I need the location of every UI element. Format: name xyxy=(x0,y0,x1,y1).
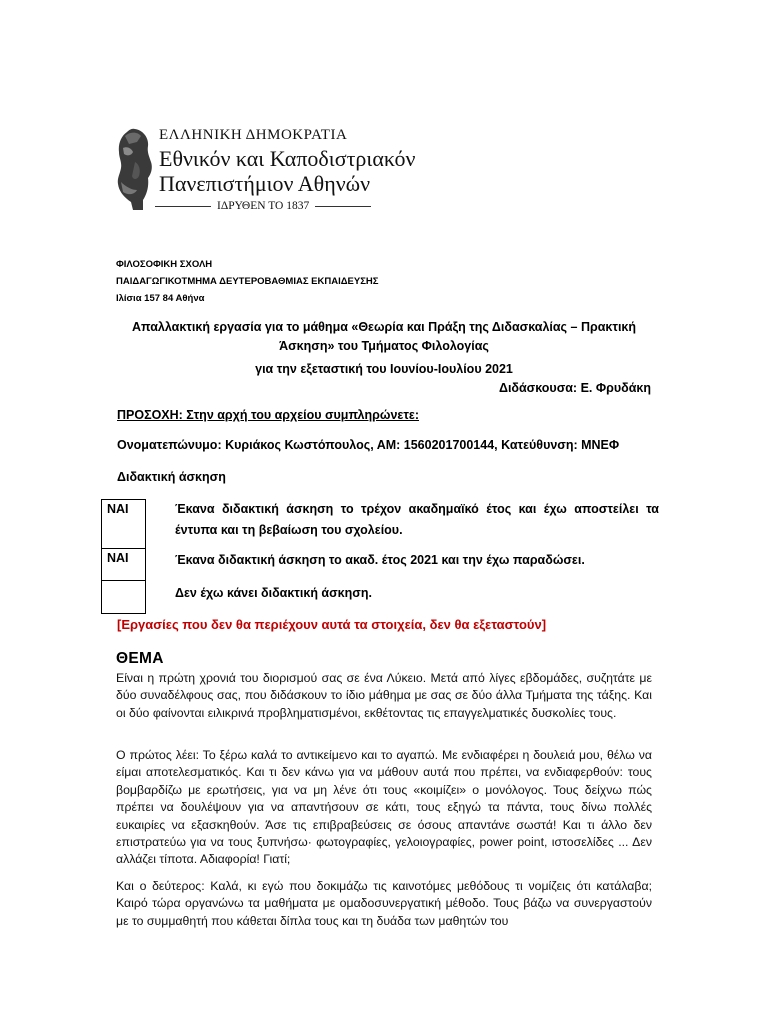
option-box-3[interactable] xyxy=(102,581,146,614)
option-text-1: Έκανα διδακτική άσκηση το τρέχον ακαδημαϊκό έτος και έχω αποστείλει τα έντυπα και τη βεβαίωση του σχολείου. xyxy=(175,502,659,537)
school-name: ΦΙΛΟΣΟΦΙΚΗ ΣΧΟΛΗ xyxy=(116,259,213,270)
paragraph-3: Και ο δεύτερος: Καλά, κι εγώ που δοκιμάζω τις καινοτόμες μεθόδους τι νομίζεις ότι κατάλαβα; Καιρό τώρα οργανώνω τα μαθήματα με ομαδοσυνεργατική μέθοδο. Τους βάζω να συνεργαστούν με το συμμαθητή που κάθεται δίπλα τους και τη δυάδα των μαθητών του xyxy=(116,879,652,928)
options-boxes xyxy=(101,499,146,614)
option-text-3: Δεν έχω κάνει διδακτική άσκηση. xyxy=(175,586,372,600)
theme-heading: ΘΕΜΑ xyxy=(116,650,164,667)
logo-rule-left xyxy=(155,206,211,207)
department-name: ΠΑΙΔΑΓΩΓΙΚΟΤΜΗΜΑ ΔΕΥΤΕΡΟΒΑΘΜΙΑΣ ΕΚΠΑΙΔΕΥΣΗΣ xyxy=(116,276,379,287)
logo-founded-text: ΙΔΡΥΘΕΝ ΤΟ 1837 xyxy=(217,200,310,212)
exam-period: για την εξεταστική του Ιουνίου-Ιουλίου 2021 xyxy=(255,362,513,376)
option-text-2: Έκανα διδακτική άσκηση το ακαδ. έτος 2021 και την έχω παραδώσει. xyxy=(175,553,585,567)
paragraph-1: Είναι η πρώτη χρονιά του διορισμού σας σε ένα Λύκειο. Μετά από λίγες εβδομάδες, συζητάτε με δύο συναδέλφους σας, που διδάσκουν το ίδιο μάθημα με σας σε δύο άλλα Τμήματα της τάξης. Και οι δύο φαίνονται ειλικρινά προβληματισμένοι, εκθέτοντας τις επαγγελματικές δυσκολίες τους. xyxy=(116,671,652,720)
university-logo xyxy=(113,122,423,218)
teaching-practice-heading: Διδακτική άσκηση xyxy=(117,470,226,484)
student-info: Ονοματεπώνυμο: Κυριάκος Κωστόπουλος, ΑΜ: 1560201700144, Κατεύθυνση: ΜΝΕΦ xyxy=(117,438,620,452)
warning-note: [Εργασίες που δεν θα περιέχουν αυτά τα στοιχεία, δεν θα εξεταστούν] xyxy=(117,617,547,632)
teacher-name: Διδάσκουσα: Ε. Φρυδάκη xyxy=(498,381,651,395)
attention-note: ΠΡΟΣΟΧΗ: Στην αρχή του αρχείου συμπληρώνετε: xyxy=(117,408,419,422)
logo-line-republic: ΕΛΛΗΝΙΚΗ ΔΗΜΟΚΡΑΤΙΑ xyxy=(159,127,348,143)
athena-head-icon xyxy=(113,122,155,214)
logo-founded xyxy=(155,200,371,212)
logo-line-university-1: Εθνικόν και Καποδιστριακόν xyxy=(159,146,416,171)
school-address: Ιλίσια 157 84 Αθήνα xyxy=(116,293,205,304)
school-info xyxy=(116,256,378,307)
option-box-1[interactable]: ΝΑΙ xyxy=(102,500,146,549)
option-box-2[interactable]: ΝΑΙ xyxy=(102,549,146,581)
assignment-title: Απαλλακτική εργασία για το μάθημα «Θεωρία και Πράξη της Διδασκαλίας – Πρακτική Άσκηση» του Τμήματος Φιλολογίας xyxy=(131,320,637,353)
paragraph-2: Ο πρώτος λέει: Το ξέρω καλά το αντικείμενο και το αγαπώ. Με ενδιαφέρει η δουλειά μου, θέλω να είμαι αποτελεσματικός. Και τι δεν κάνω για να μάθουν αυτά που πρέπει, να ενδιαφερθούν: τους βομβαρδίζω με ερωτήσεις, για να μη λένε ότι τους «κοιμίζει» ο μονόλογος. Τους δείχνω πώς πρέπει να δουλέψουν για να απαντήσουν σε κάτι, τους εξηγώ τα πάντα, τους δίνω πολλές ευκαιρίες να εξασκηθούν. Άσε τις επιβραβεύσεις σε όσους απαντάνε σωστά! Και τι άλλο δεν επιστρατεύω για να τους ξυπνήσω· φωτογραφίες, γελοιογραφίες, power point, ιστοσελίδες ... Δεν αλλάζει τίποτα. Αδιαφορία! Γιατί; xyxy=(116,748,652,867)
logo-line-university-2: Πανεπιστήμιον Αθηνών xyxy=(159,171,371,196)
logo-rule-right xyxy=(315,206,371,207)
